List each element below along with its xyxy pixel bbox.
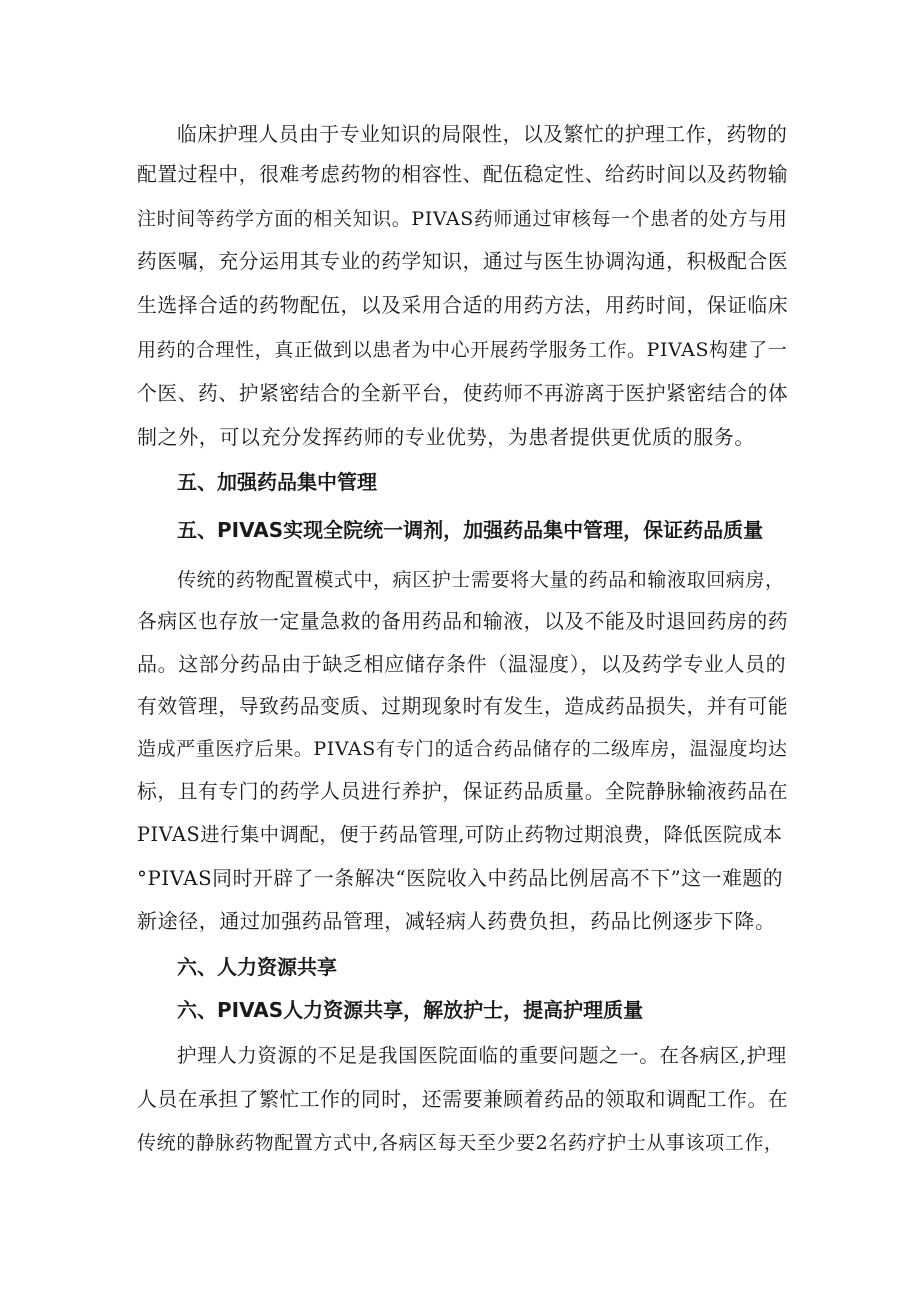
paragraph-line: 有效管理，导致药品变质、过期现象时有发生，造成药品损失，并有可能	[137, 695, 789, 718]
paragraph-line: 配置过程中，很难考虑药物的相容性、配伍稳定性、给药时间以及药物输	[137, 163, 789, 186]
section-heading: 五、加强药品集中管理	[177, 470, 377, 494]
paragraph-line: 各病区也存放一定量急救的备用药品和输液，以及不能及时退回药房的药	[137, 610, 789, 633]
section-subheading: 六、PIVAS人力资源共享，解放护士，提高护理质量	[177, 998, 644, 1022]
paragraph-line: 造成严重医疗后果。PIVAS有专门的适合药品储存的二级库房，温湿度均达	[137, 738, 788, 760]
paragraph-line: 新途径，通过加强药品管理，减轻病人药费负担，药品比例逐步下降。	[137, 909, 776, 933]
paragraph-line: °PIVAS同时开辟了一条解决“医院收入中药品比例居高不下”这一难题的	[137, 867, 784, 890]
paragraph-line: 注时间等药学方面的相关知识。PIVAS药师通过审核每一个患者的处方与用	[137, 208, 788, 230]
paragraph-line: 人员在承担了繁忙工作的同时，还需要兼顾着药品的领取和调配工作。在	[137, 1088, 789, 1111]
paragraph-line: 传统的药物配置模式中，病区护士需要将大量的药品和输液取回病房，	[177, 569, 785, 591]
paragraph-line: 临床护理人员由于专业知识的局限性，以及繁忙的护理工作，药物的	[177, 123, 788, 146]
paragraph-line: 个医、药、护紧密结合的全新平台，使药师不再游离于医护紧密结合的体	[137, 382, 789, 405]
paragraph-line: PIVAS进行集中调配，便于药品管理,可防止药物过期浪费，降低医院成本	[137, 823, 783, 846]
paragraph-line: 生选择合适的药物配伍，以及采用合适的用药方法，用药时间，保证临床	[137, 294, 789, 317]
paragraph-line: 标，且有专门的药学人员进行养护，保证药品质量。全院静脉输液药品在	[137, 780, 789, 803]
paragraph-line: 用药的合理性，真正做到以患者为中心开展药学服务工作。PIVAS构建了一	[137, 339, 788, 361]
paragraph-line: 品。这部分药品由于缺乏相应储存条件（温湿度），以及药学专业人员的	[137, 652, 787, 676]
paragraph-line: 护理人力资源的不足是我国医院面临的重要问题之一。在各病区,护理	[177, 1044, 787, 1067]
section-subheading: 五、PIVAS实现全院统一调剂，加强药品集中管理，保证药品质量	[177, 518, 764, 542]
paragraph-line: 药医嘱，充分运用其专业的药学知识，通过与医生协调沟通，积极配合医	[137, 250, 789, 273]
section-heading: 六、人力资源共享	[177, 955, 337, 979]
paragraph-line: 传统的静脉药物配置方式中,各病区每天至少要2名药疗护士从事该项工作，	[137, 1132, 784, 1154]
paragraph-line: 制之外，可以充分发挥药师的专业优势，为患者提供更优质的服务。	[137, 425, 755, 449]
